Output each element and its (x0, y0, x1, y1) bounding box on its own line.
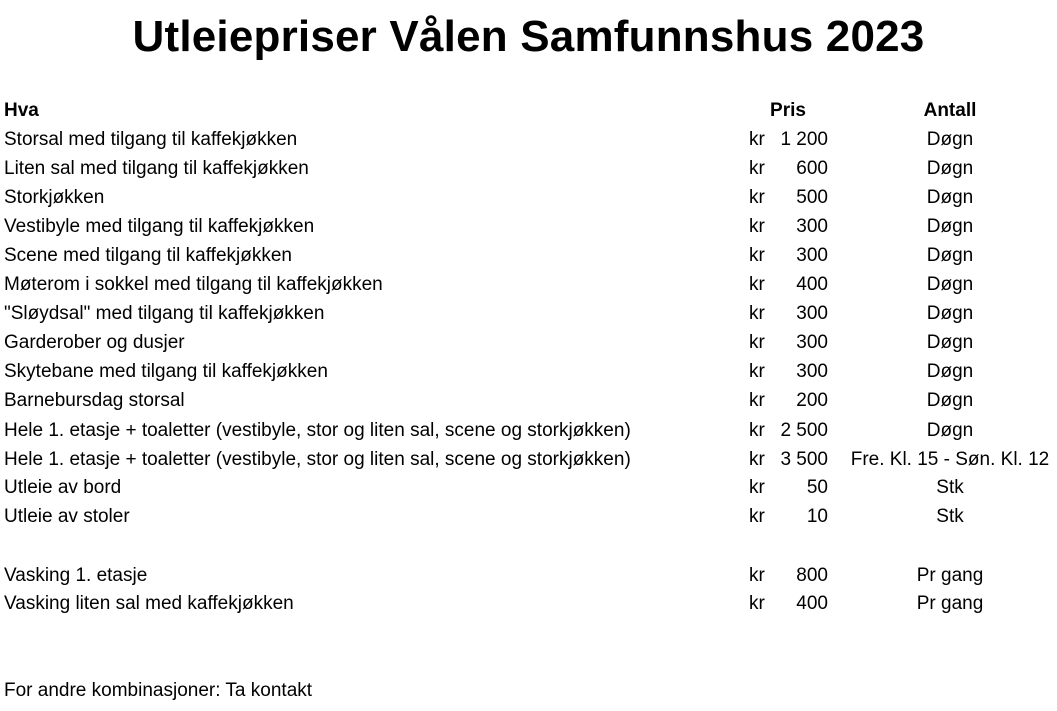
item-description: Skytebane med tilgang til kaffekjøkken (4, 361, 328, 382)
column-header-pris: Pris (770, 100, 806, 121)
unit-value: Døgn (926, 420, 974, 441)
currency-label: kr (749, 506, 765, 527)
price-value: 300 (796, 361, 828, 382)
price-value: 300 (796, 245, 828, 266)
price-value: 1 200 (780, 129, 828, 150)
table-row (0, 125, 1057, 154)
currency-label: kr (749, 420, 765, 441)
table-row (0, 328, 1057, 357)
table-row (0, 357, 1057, 386)
unit-value: Døgn (926, 303, 974, 324)
contact-note: For andre kombinasjoner: Ta kontakt (4, 680, 313, 701)
currency-label: kr (749, 449, 765, 470)
item-description: Storsal med tilgang til kaffekjøkken (4, 129, 298, 150)
unit-value: Døgn (926, 129, 974, 150)
price-value: 200 (796, 390, 828, 411)
item-description: Utleie av bord (4, 477, 122, 498)
item-description: Hele 1. etasje + toaletter (vestibyle, stor og liten sal, scene og storkjøkken) (4, 449, 631, 470)
currency-label: kr (749, 332, 765, 353)
price-value: 600 (796, 158, 828, 179)
currency-label: kr (749, 477, 765, 498)
unit-value: Pr gang (916, 593, 984, 614)
unit-value: Stk (936, 477, 964, 498)
unit-value: Døgn (926, 158, 974, 179)
unit-value: Døgn (926, 187, 974, 208)
table-row (0, 561, 1057, 590)
currency-label: kr (749, 593, 765, 614)
unit-value: Døgn (926, 361, 974, 382)
unit-value: Døgn (926, 390, 974, 411)
currency-label: kr (749, 187, 765, 208)
table-row (0, 386, 1057, 415)
item-description: Barnebursdag storsal (4, 390, 185, 411)
price-value: 50 (806, 477, 828, 498)
page-title: Utleiepriser Vålen Samfunnshus 2023 (132, 12, 925, 61)
table-row (0, 299, 1057, 328)
table-row (0, 416, 1057, 445)
table-header (0, 96, 1057, 125)
item-description: Utleie av stoler (4, 506, 130, 527)
table-row (0, 445, 1057, 474)
table-row (0, 212, 1057, 241)
item-description: Storkjøkken (4, 187, 105, 208)
item-description: Vasking liten sal med kaffekjøkken (4, 593, 294, 614)
item-description: Møterom i sokkel med tilgang til kaffekjøkken (4, 274, 383, 295)
unit-value: Døgn (926, 216, 974, 237)
currency-label: kr (749, 303, 765, 324)
currency-label: kr (749, 390, 765, 411)
table-row (0, 241, 1057, 270)
price-value: 10 (806, 506, 828, 527)
price-value: 800 (796, 565, 828, 586)
currency-label: kr (749, 216, 765, 237)
item-description: Hele 1. etasje + toaletter (vestibyle, stor og liten sal, scene og storkjøkken) (4, 420, 631, 441)
table-row (0, 183, 1057, 212)
item-description: Vasking 1. etasje (4, 565, 148, 586)
column-header-hva: Hva (4, 100, 39, 121)
price-value: 300 (796, 216, 828, 237)
item-description: "Sløydsal" med tilgang til kaffekjøkken (4, 303, 325, 324)
price-value: 300 (796, 332, 828, 353)
item-description: Scene med tilgang til kaffekjøkken (4, 245, 292, 266)
item-description: Garderober og dusjer (4, 332, 185, 353)
table-row (0, 502, 1057, 531)
item-description: Vestibyle med tilgang til kaffekjøkken (4, 216, 315, 237)
currency-label: kr (749, 565, 765, 586)
table-row (0, 154, 1057, 183)
currency-label: kr (749, 129, 765, 150)
currency-label: kr (749, 245, 765, 266)
currency-label: kr (749, 274, 765, 295)
price-value: 400 (796, 593, 828, 614)
unit-value: Pr gang (916, 565, 984, 586)
table-row (0, 270, 1057, 299)
unit-value: Fre. Kl. 15 - Søn. Kl. 12 (850, 449, 1050, 470)
table-row (0, 589, 1057, 618)
price-value: 500 (796, 187, 828, 208)
unit-value: Stk (936, 506, 964, 527)
price-value: 300 (796, 303, 828, 324)
column-header-antall: Antall (923, 100, 977, 121)
unit-value: Døgn (926, 245, 974, 266)
item-description: Liten sal med tilgang til kaffekjøkken (4, 158, 309, 179)
unit-value: Døgn (926, 274, 974, 295)
price-value: 400 (796, 274, 828, 295)
unit-value: Døgn (926, 332, 974, 353)
currency-label: kr (749, 361, 765, 382)
price-value: 3 500 (780, 449, 828, 470)
table-row (0, 473, 1057, 502)
price-value: 2 500 (780, 420, 828, 441)
currency-label: kr (749, 158, 765, 179)
